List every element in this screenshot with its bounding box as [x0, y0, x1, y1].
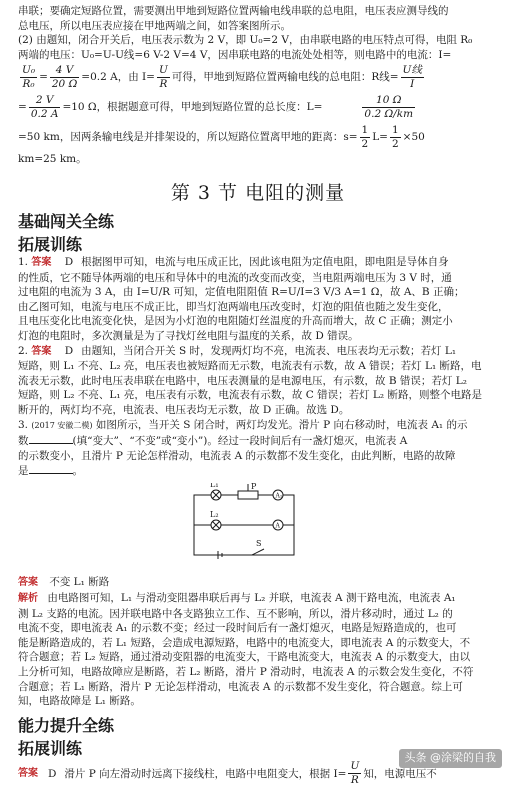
heading-extension: 拓展训练: [18, 234, 83, 254]
question-3-answer: [18, 575, 498, 708]
watermark: 头条 @涂梁的自我: [399, 749, 503, 768]
question-1: [18, 255, 498, 344]
text-line: 由乙图可知，电流与电压不成正比，即当灯泡两端电压改变时，灯泡的阻值也随之发生变化，: [18, 300, 449, 313]
answer-tag: 答案: [18, 577, 38, 589]
heading-basic: 基础闯关全练: [18, 211, 115, 231]
text-line: 上分析可知，电路故障应是断路，若 L₂ 断路，滑片 P 滑动时，电流表 A 的示数会发生变化，不符: [18, 666, 474, 679]
math-row: = $\frac{2 V}{0.2 A}$ =10 Ω，根据题意可得，甲地到短路位置的总长度：L= $\frac{10 \Omega}{0.2 \Omega/km}$: [18, 93, 414, 120]
label-a1: A₁: [275, 492, 283, 500]
text-line: 流表无示数，此时电压表串联在电路中，电压表测量的是电源电压，有示数，故 B 错误；若灯 L₂: [18, 374, 467, 387]
question-2: [18, 344, 498, 418]
text-line: 知，电路故障是 L₁ 断路。: [18, 695, 141, 708]
fraction: $\frac{4 V}{20 \Omega}$: [51, 63, 78, 90]
question-3: [18, 418, 498, 479]
text-line: 的示数变小，且滑片 P 无论怎样滑动，电流表 A 的示数都不发生变化，由此判断，电路的故障: [18, 449, 456, 462]
text-line: 的性质，它不随导体两端的电压和导体中的电流的改变而改变，当电阻两端电压为 3 V 时，通: [18, 271, 452, 284]
text-line: 过电阻的电流为 3 A，由 I=U/R 可知，定值电阻阻值 R=U/I=3 V/3 A=1 Ω，故 A、B 正确；: [18, 286, 465, 299]
text-line: (2) 由题知，闭合开关后，电压表示数为 2 V，即 U₀=2 V，由串联电路的电压特点可得，电阻 R₀: [18, 34, 473, 47]
text-line: 短路，则 L₁ 不亮、L₂ 亮，电压表也被短路而无示数，电流表有示数，故 A 错误；若灯 L₁ 断路，电: [18, 360, 482, 373]
text-line: 且电压变化比电流变化快，是因为小灯泡的电阻随灯丝温度的升高而增大，故 C 正确；测定小: [18, 315, 453, 328]
analysis-tag: 解析: [18, 593, 38, 605]
label-a: A: [275, 522, 280, 530]
text-line: 能是断路造成的，若 L₁ 短路，会造成电源短路，电路中的电流变大，即电流表 A 的示数变大，不: [18, 636, 471, 649]
label-s: S: [256, 538, 262, 548]
text-line: km=25 km。: [18, 153, 87, 166]
label-l2: L₂: [210, 509, 219, 519]
math-row: =50 km，因两条输电线是并排架设的，所以短路位置离甲地的距离：s= $\frac{1}{2}$ L= $\frac{1}{2}$ ×50: [18, 123, 425, 150]
answer-tag: 答案: [18, 767, 38, 779]
text-line: 断开的，两灯均不亮，电流表、电压表均无示数，故 D 正确。故选 D。: [18, 403, 350, 416]
fraction: $\frac{1}{2}$: [361, 123, 369, 150]
label-l1: L₁: [210, 482, 219, 489]
text-line: 测 L₂ 支路的电流。因并联电路中各支路独立工作、互不影响，所以，滑片移动时，通过 L₂ 的: [18, 607, 453, 620]
top-solution: [18, 4, 498, 167]
text-line: 1. 答案 D 根据图甲可知，电流与电压成正比，因此该电阻为定值电阻，即电阻是导体自身: [18, 255, 449, 268]
text-line: 串联；要确定短路位置，需要测出甲地到短路位置两输电线串联的总电阻，电压表应测导线的: [18, 5, 449, 17]
text-line: 解析 由电路图可知，L₁ 与滑动变阻器串联后再与 L₂ 并联，电流表 A 测干路电流，电流表 A₁: [18, 592, 456, 605]
text-line: 2. 答案 D 由题知，当闭合开关 S 时，发现两灯均不亮，电流表、电压表均无示数；若灯 L₁: [18, 344, 457, 357]
rheostat-icon: [238, 491, 258, 499]
text-line: 灯泡的电阻时，多次测量是为了寻找灯丝电阻与温度的关系，故 D 错误。: [18, 329, 359, 342]
text-line: 短路，则 L₂ 不亮、L₁ 亮，电压表有示数，电流表有示数，故 C 错误；若灯 L₂ 断路，则整个电路是: [18, 389, 482, 402]
text-line: 符合题意；若 L₂ 短路，通过滑动变阻器的电流变大，干路电流变大，电流表 A 的示数变大，由以: [18, 651, 471, 664]
answer-tag: 答案: [31, 256, 52, 268]
text-line: 3. (2017 安徽二模) 如图所示，当开关 S 闭合时，两灯均发光。滑片 P 向右移动时，电流表 A₁ 的示: [18, 418, 468, 431]
fraction: $\frac{1}{2}$: [391, 123, 399, 150]
last-answer-row: 答案 D 滑片 P 向左滑动时远离下接线柱，电路中电阻变大，根据 I= $\frac{U}{R}$ 知，电源电压不: [18, 760, 437, 787]
text-line: 电流不变，即电流表 A₁ 的示数不变；经过一段时间后有一盏灯熄灭，电路是短路造成的，也可: [18, 622, 457, 635]
fraction: $\frac{10 \Omega}{0.2 \Omega/km}$: [364, 93, 414, 120]
answer-tag: 答案: [31, 345, 52, 357]
text-line: 两端的电压：U₀=U-U线=6 V-2 V=4 V，因串联电路的电流处处相等，则电路中的电流：I=: [18, 48, 452, 61]
answer-blank: [29, 463, 73, 474]
answer-blank: [29, 433, 73, 444]
text-line: 总电压，所以电压表应接在甲地两端之间，如答案图所示。: [18, 19, 291, 32]
heading-ability: 能力提升全练: [18, 715, 115, 735]
text-line: 数 (填“变大”、“不变”或“变小”)。经过一段时间后有一盏灯熄灭，电流表 A: [18, 435, 408, 448]
heading-extension-2: 拓展训练: [18, 738, 83, 758]
section-title: 第 3 节 电阻的测量: [170, 181, 346, 204]
label-p: P: [251, 482, 257, 491]
switch-s-icon: [252, 549, 264, 555]
math-row: $\frac{\text{U₀}}{\text{R₀}}$ = $\frac{4 V}{20 \Omega}$ =0.2 A，由 I= $\frac{U}{R}$ 可得，甲地到短路位置两输电线的总电阻：R线= $\frac{\text{U线}}{I}$: [22, 63, 422, 90]
fraction: $\frac{U}{R}$: [158, 63, 168, 90]
text-line: 是 。: [18, 465, 83, 478]
fraction: $\frac{U}{R}$: [350, 760, 360, 787]
text-line: 答案 不变 L₁ 断路: [18, 576, 110, 589]
text-line: 合题意；若 L₁ 断路，滑片 P 无论怎样滑动，电流表 A 的示数都不发生变化，符合题意。综上可: [18, 680, 463, 693]
fraction: $\frac{\text{U₀}}{\text{R₀}}$: [22, 63, 36, 90]
fraction: $\frac{2 V}{0.2 A}$: [30, 93, 59, 120]
circuit-diagram: [188, 483, 308, 567]
fraction: $\frac{\text{U线}}{I}$: [402, 63, 422, 90]
